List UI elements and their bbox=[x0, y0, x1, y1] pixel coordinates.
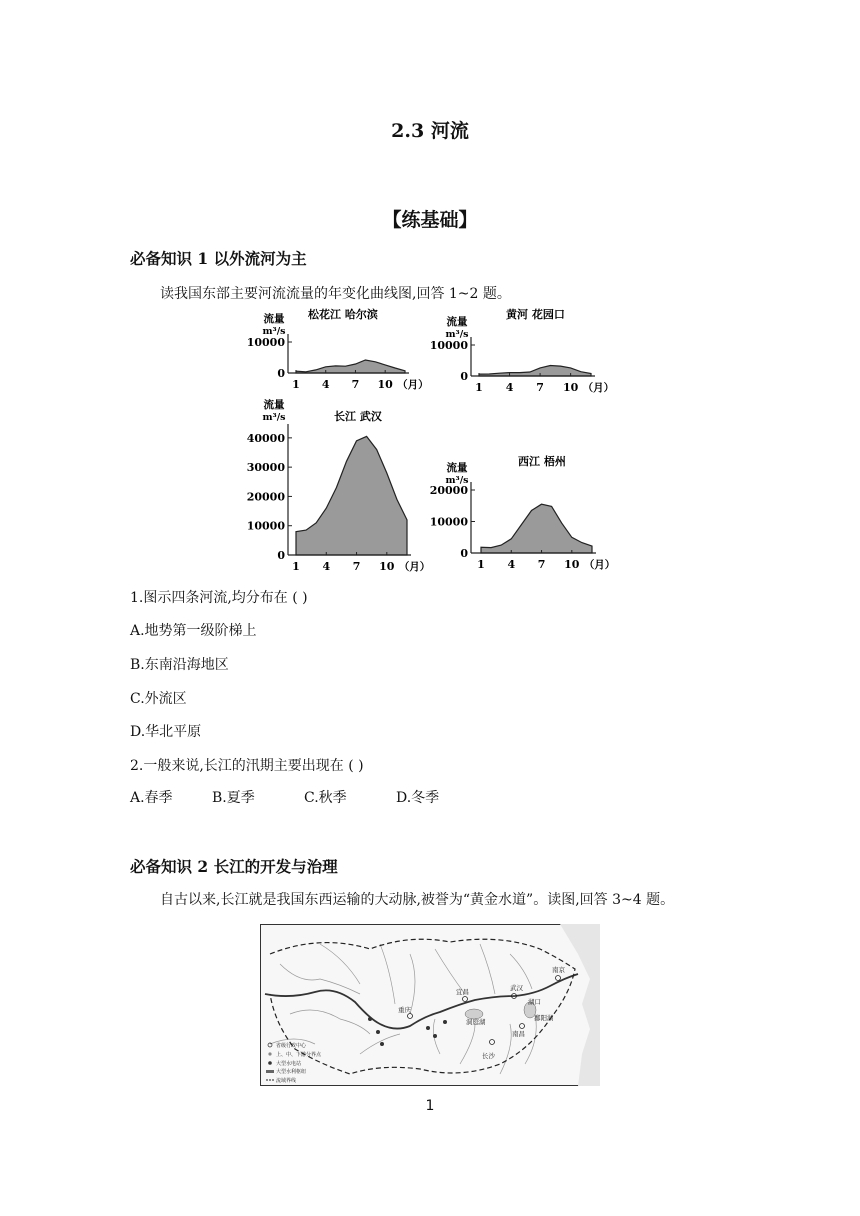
x-tick-label: 7 bbox=[537, 558, 546, 571]
y-tick-label: 20000 bbox=[429, 484, 468, 497]
question-1-option-a: A.地势第一级阶梯上 bbox=[130, 623, 257, 639]
question-2-option-d: D.冬季 bbox=[396, 790, 440, 806]
yangtze-basin-map bbox=[260, 924, 600, 1086]
flow-area-2 bbox=[479, 366, 591, 377]
x-tick-label: 10 bbox=[377, 378, 393, 391]
x-tick-label: 10 bbox=[562, 381, 579, 394]
question-1-option-d: D.华北平原 bbox=[130, 724, 202, 740]
x-tick-label: 1 bbox=[477, 558, 485, 571]
page-number: 1 bbox=[425, 1098, 435, 1114]
map-label-nanjing: 南京 bbox=[552, 966, 565, 974]
legend-project: 大型水利枢纽 bbox=[276, 1069, 307, 1075]
y-axis-label: 流量 bbox=[446, 462, 468, 474]
question-2-stem: 2.一般来说,长江的汛期主要出现在 ( ) bbox=[130, 758, 364, 774]
flow-chart-4 bbox=[430, 454, 616, 571]
map-label-wuhan: 武汉 bbox=[510, 984, 523, 992]
y-tick-label: 0 bbox=[460, 547, 468, 560]
section-heading: 【练基础】 bbox=[382, 209, 478, 231]
flow-chart-3 bbox=[247, 398, 431, 573]
y-tick-label: 10000 bbox=[246, 519, 285, 533]
y-axis-label: 流量 bbox=[263, 399, 285, 411]
y-tick-label: 0 bbox=[277, 549, 285, 562]
map-label-yichang: 宜昌 bbox=[456, 988, 469, 996]
y-axis-label: 流量 bbox=[446, 316, 468, 328]
legend-capital: 省级行政中心 bbox=[276, 1043, 307, 1049]
question-2-option-c: C.秋季 bbox=[304, 790, 347, 806]
x-tick-label: 7 bbox=[352, 560, 361, 573]
x-tick-label: 4 bbox=[321, 378, 330, 391]
y-tick-label: 0 bbox=[277, 367, 285, 380]
legend-hydro: 大型水电站 bbox=[276, 1061, 302, 1067]
x-tick-label: 4 bbox=[505, 381, 514, 394]
chart-title: 黄河 花园口 bbox=[506, 308, 565, 321]
map-label-changsha: 长沙 bbox=[482, 1052, 495, 1060]
map-label-nanchang: 南昌 bbox=[512, 1030, 525, 1038]
x-tick-label: 4 bbox=[507, 558, 516, 571]
knowledge1-heading: 必备知识 1 以外流河为主 bbox=[130, 249, 307, 268]
map-label-poyang: 鄱阳湖 bbox=[534, 1014, 554, 1022]
question-2-option-a: A.春季 bbox=[130, 790, 173, 806]
chart-title: 松花江 哈尔滨 bbox=[308, 308, 378, 321]
knowledge2-heading: 必备知识 2 长江的开发与治理 bbox=[130, 857, 338, 876]
flow-area-4 bbox=[481, 504, 592, 553]
knowledge2-intro: 自古以来,长江就是我国东西运输的大动脉,被誉为“黄金水道”。读图,回答 3~4 题。 bbox=[160, 892, 675, 908]
knowledge1-intro: 读我国东部主要河流流量的年变化曲线图,回答 1~2 题。 bbox=[160, 286, 511, 302]
x-tick-label: 10 bbox=[564, 558, 580, 571]
y-tick-label: 10000 bbox=[246, 336, 285, 349]
chart-title: 西江 梧州 bbox=[518, 455, 566, 468]
x-tick-label: 4 bbox=[322, 560, 331, 573]
chart-title: 长江 武汉 bbox=[334, 410, 382, 423]
y-tick-label: 10000 bbox=[429, 339, 468, 352]
question-1-option-c: C.外流区 bbox=[130, 691, 187, 707]
map-label-hukou: 湖口 bbox=[528, 998, 541, 1006]
x-tick-label: 7 bbox=[351, 378, 360, 391]
question-1-stem: 1.图示四条河流,均分布在 ( ) bbox=[130, 590, 308, 606]
y-tick-label: 0 bbox=[460, 370, 468, 383]
y-tick-label: 40000 bbox=[246, 431, 285, 445]
legend-boundary: 流域界线 bbox=[276, 1078, 297, 1084]
y-tick-label: 10000 bbox=[429, 515, 468, 529]
y-tick-label: 30000 bbox=[246, 461, 285, 475]
map-label-dongting: 洞庭湖 bbox=[466, 1018, 486, 1026]
flow-area-3 bbox=[296, 436, 407, 555]
y-unit-label: m³/s bbox=[262, 326, 286, 337]
y-unit-label: m³/s bbox=[445, 329, 469, 340]
x-tick-label: 1 bbox=[292, 560, 300, 573]
x-unit-label: （月） bbox=[397, 379, 429, 391]
question-2-option-b: B.夏季 bbox=[212, 790, 255, 806]
x-tick-label: 7 bbox=[536, 381, 544, 394]
x-tick-label: 10 bbox=[379, 560, 395, 573]
y-tick-label: 20000 bbox=[246, 490, 285, 504]
x-unit-label: （月） bbox=[583, 559, 616, 571]
question-1-option-b: B.东南沿海地区 bbox=[130, 657, 229, 673]
flow-chart-2 bbox=[430, 307, 614, 394]
y-unit-label: m³/s bbox=[262, 412, 286, 423]
x-tick-label: 1 bbox=[475, 381, 483, 394]
y-axis-label: 流量 bbox=[263, 313, 285, 325]
x-tick-label: 1 bbox=[292, 378, 300, 391]
y-unit-label: m³/s bbox=[445, 475, 469, 486]
x-unit-label: （月） bbox=[582, 382, 615, 394]
flow-area-1 bbox=[296, 360, 405, 373]
legend-division: 上、中、下游分界点 bbox=[276, 1052, 322, 1058]
map-label-chongqing: 重庆 bbox=[398, 1006, 411, 1014]
flow-chart-1 bbox=[247, 307, 429, 391]
x-unit-label: （月） bbox=[398, 561, 431, 573]
page-title: 2.3 河流 bbox=[391, 120, 469, 142]
flow-charts bbox=[0, 0, 860, 600]
